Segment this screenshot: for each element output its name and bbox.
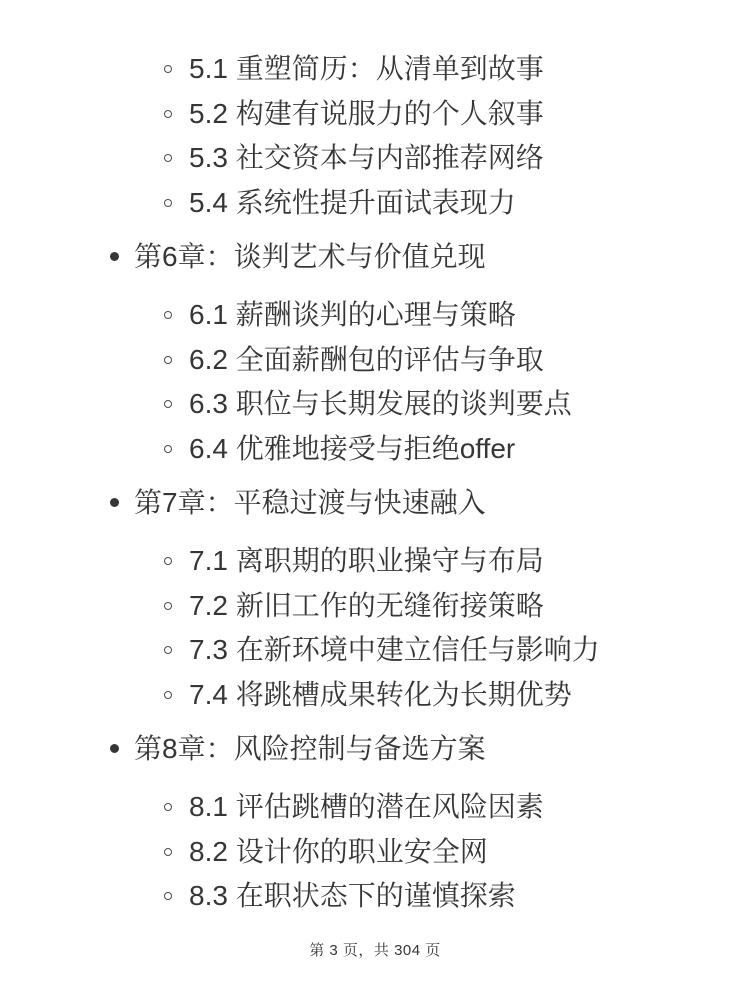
toc-section-label: 8.1 评估跳槽的潜在风险因素 [189, 791, 544, 823]
toc-section-label: 6.4 优雅地接受与拒绝offer [189, 432, 516, 464]
toc-chapter-label: 第7章：平稳过渡与快速融入 [134, 486, 486, 518]
circle-bullet-icon [164, 311, 172, 319]
circle-bullet-icon [164, 65, 172, 73]
circle-bullet-icon [164, 110, 172, 118]
toc-section-label: 5.4 系统性提升面试表现力 [189, 186, 516, 218]
disc-bullet-icon [110, 252, 119, 261]
toc-section-item [0, 338, 750, 383]
toc-section-label: 6.3 职位与长期发展的谈判要点 [189, 388, 572, 420]
toc-section-item [0, 673, 750, 718]
disc-bullet-icon [110, 498, 119, 507]
toc-section-label: 7.1 离职期的职业操守与布局 [189, 545, 544, 577]
toc-section-item [0, 47, 750, 92]
toc-chapter-item [0, 480, 750, 525]
page-number-indicator: 第 3 页，共 304 页 [309, 941, 441, 959]
toc-section-item [0, 584, 750, 629]
toc-chapter-label: 第6章：谈判艺术与价值兑现 [134, 240, 486, 272]
toc-chapter-label: 第8章：风险控制与备选方案 [134, 732, 486, 764]
circle-bullet-icon [164, 154, 172, 162]
toc-chapter-item [0, 234, 750, 279]
toc-section-item [0, 539, 750, 584]
circle-bullet-icon [164, 557, 172, 565]
toc-section-item [0, 136, 750, 181]
toc-section-item [0, 92, 750, 137]
toc-section-item [0, 293, 750, 338]
toc-section-item [0, 427, 750, 472]
toc-section-label: 5.1 重塑简历：从清单到故事 [189, 53, 544, 85]
toc-section-item [0, 382, 750, 427]
toc-section-item [0, 181, 750, 226]
toc-section-label: 5.2 构建有说服力的个人叙事 [189, 97, 544, 129]
circle-bullet-icon [164, 356, 172, 364]
toc-section-label: 6.2 全面薪酬包的评估与争取 [189, 343, 544, 375]
toc-section-item [0, 830, 750, 875]
circle-bullet-icon [164, 199, 172, 207]
toc-section-label: 5.3 社交资本与内部推荐网络 [189, 142, 544, 174]
toc-section-item [0, 874, 750, 919]
toc-chapter-item [0, 726, 750, 771]
circle-bullet-icon [164, 848, 172, 856]
toc-section-label: 6.1 薪酬谈判的心理与策略 [189, 299, 516, 331]
toc-section-label: 7.3 在新环境中建立信任与影响力 [189, 634, 600, 666]
toc-section-item [0, 628, 750, 673]
toc-section-label: 8.2 设计你的职业安全网 [189, 835, 488, 867]
toc-section-label: 7.2 新旧工作的无缝衔接策略 [189, 589, 544, 621]
circle-bullet-icon [164, 445, 172, 453]
circle-bullet-icon [164, 646, 172, 654]
circle-bullet-icon [164, 602, 172, 610]
toc-section-label: 7.4 将跳槽成果转化为长期优势 [189, 678, 572, 710]
disc-bullet-icon [110, 744, 119, 753]
circle-bullet-icon [164, 400, 172, 408]
page-footer [0, 939, 750, 960]
circle-bullet-icon [164, 892, 172, 900]
circle-bullet-icon [164, 691, 172, 699]
toc-section-label: 8.3 在职状态下的谨慎探索 [189, 880, 516, 912]
toc-section-item [0, 785, 750, 830]
circle-bullet-icon [164, 803, 172, 811]
